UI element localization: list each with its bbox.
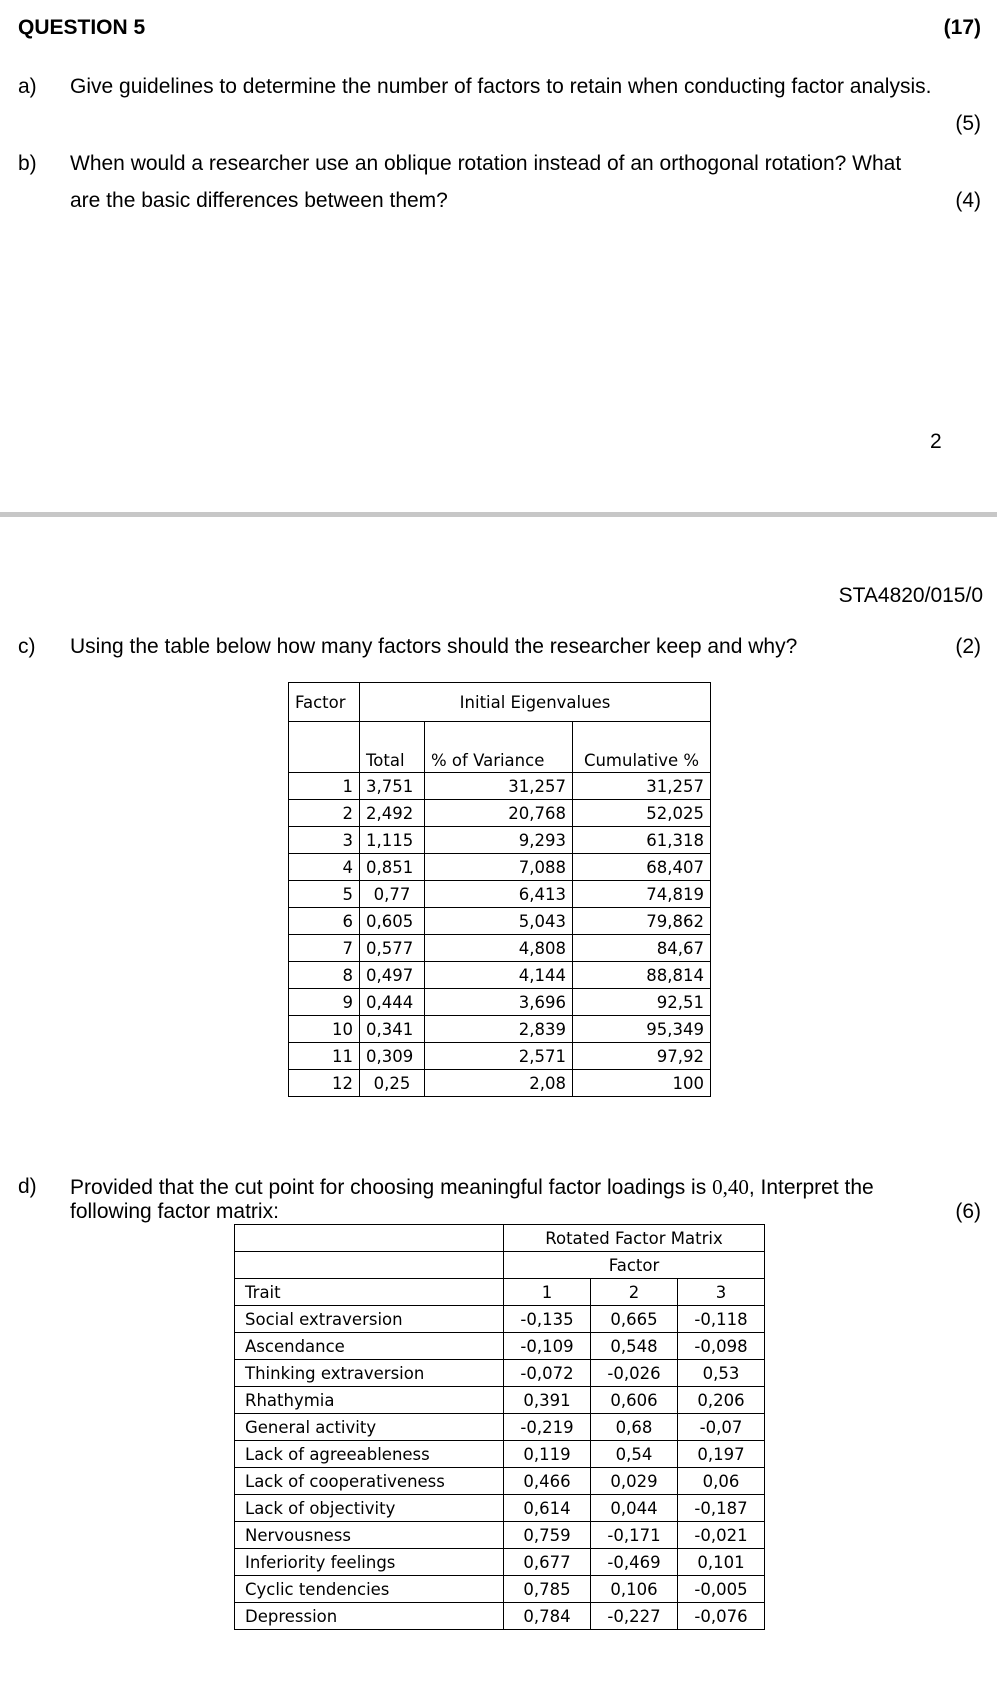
eigen-row (289, 1016, 711, 1043)
eigen-row (289, 773, 711, 800)
part-d-text-post: , Interpret the (748, 1176, 874, 1199)
eigen-total-cell: 1,115 (360, 827, 425, 854)
col-factor-header: Factor (289, 683, 360, 722)
col-cumulative-header: Cumulative % (573, 722, 711, 773)
eigen-variance-cell: 9,293 (425, 827, 573, 854)
part-b-marks: (4) (955, 189, 981, 212)
factor2-cell: -0,469 (591, 1549, 678, 1576)
eigen-total-cell: 0,25 (360, 1070, 425, 1097)
rotated-matrix-title: Rotated Factor Matrix (504, 1225, 765, 1252)
trait-cell: Lack of objectivity (235, 1495, 504, 1522)
eigen-row (289, 1070, 711, 1097)
question-total-marks: (17) (943, 16, 981, 39)
eigen-cumulative-cell: 84,67 (573, 935, 711, 962)
eigen-cumulative-cell: 74,819 (573, 881, 711, 908)
factor3-cell: 0,06 (678, 1468, 765, 1495)
eigen-factor-cell: 3 (289, 827, 360, 854)
part-d-label: d) (18, 1175, 37, 1198)
eigen-factor-cell: 12 (289, 1070, 360, 1097)
factor2-cell: 0,044 (591, 1495, 678, 1522)
rotated-row (235, 1360, 765, 1387)
rotated-row (235, 1414, 765, 1441)
eigen-factor-cell: 7 (289, 935, 360, 962)
eigen-variance-cell: 2,08 (425, 1070, 573, 1097)
trait-cell: Lack of agreeableness (235, 1441, 504, 1468)
eigen-factor-cell: 8 (289, 962, 360, 989)
eigen-cumulative-cell: 100 (573, 1070, 711, 1097)
factor3-cell: -0,021 (678, 1522, 765, 1549)
part-c-label: c) (18, 635, 36, 658)
trait-cell: Inferiority feelings (235, 1549, 504, 1576)
eigen-factor-cell: 10 (289, 1016, 360, 1043)
eigen-variance-cell: 3,696 (425, 989, 573, 1016)
course-code: STA4820/015/0 (838, 584, 983, 607)
eigen-cumulative-cell: 95,349 (573, 1016, 711, 1043)
part-a-label: a) (18, 75, 37, 98)
eigen-factor-cell: 9 (289, 989, 360, 1016)
factor1-cell: -0,219 (504, 1414, 591, 1441)
factor2-cell: -0,227 (591, 1603, 678, 1630)
factor1-cell: -0,109 (504, 1333, 591, 1360)
eigen-factor-cell: 1 (289, 773, 360, 800)
eigen-cumulative-cell: 88,814 (573, 962, 711, 989)
eigen-cumulative-cell: 97,92 (573, 1043, 711, 1070)
col-total-header: Total (360, 722, 425, 773)
rotated-row (235, 1603, 765, 1630)
factor1-cell: 0,759 (504, 1522, 591, 1549)
factor1-cell: 0,391 (504, 1387, 591, 1414)
factor2-cell: 0,68 (591, 1414, 678, 1441)
factor3-cell: -0,118 (678, 1306, 765, 1333)
trait-header: Trait (235, 1279, 504, 1306)
eigen-row (289, 962, 711, 989)
cut-point-value: 0,40 (712, 1175, 749, 1199)
eigen-row (289, 800, 711, 827)
part-d-text-pre: Provided that the cut point for choosing meaningful factor loadings is (70, 1176, 713, 1199)
eigen-total-cell: 2,492 (360, 800, 425, 827)
factor3-cell: 0,206 (678, 1387, 765, 1414)
factor1-cell: 0,466 (504, 1468, 591, 1495)
eigen-variance-cell: 7,088 (425, 854, 573, 881)
factor-header: Factor (504, 1252, 765, 1279)
rot-empty-cell (235, 1225, 504, 1252)
factor-col-1: 1 (504, 1279, 591, 1306)
eigen-factor-cell: 11 (289, 1043, 360, 1070)
part-b-text-line1: When would a researcher use an oblique rotation instead of an orthogonal rotation? What (70, 152, 902, 175)
eigen-variance-cell: 31,257 (425, 773, 573, 800)
factor3-cell: -0,098 (678, 1333, 765, 1360)
factor2-cell: -0,026 (591, 1360, 678, 1387)
trait-cell: Social extraversion (235, 1306, 504, 1333)
eigen-variance-cell: 5,043 (425, 908, 573, 935)
eigenvalue-table (288, 682, 711, 1097)
factor-col-2: 2 (591, 1279, 678, 1306)
rotated-row (235, 1441, 765, 1468)
page-divider (0, 512, 997, 517)
eigen-cumulative-cell: 61,318 (573, 827, 711, 854)
factor-col-3: 3 (678, 1279, 765, 1306)
rotated-row (235, 1333, 765, 1360)
eigen-variance-cell: 4,144 (425, 962, 573, 989)
eigen-variance-cell: 2,839 (425, 1016, 573, 1043)
eigen-variance-cell: 6,413 (425, 881, 573, 908)
eigen-row (289, 881, 711, 908)
initial-eigenvalues-header: Initial Eigenvalues (360, 683, 711, 722)
factor3-cell: 0,53 (678, 1360, 765, 1387)
part-a-text: Give guidelines to determine the number of factors to retain when conducting factor analysis. (70, 75, 932, 98)
eigen-row (289, 908, 711, 935)
eigen-total-cell: 3,751 (360, 773, 425, 800)
factor3-cell: -0,076 (678, 1603, 765, 1630)
factor1-cell: 0,614 (504, 1495, 591, 1522)
eigen-total-cell: 0,309 (360, 1043, 425, 1070)
eigen-total-cell: 0,605 (360, 908, 425, 935)
rotated-row (235, 1576, 765, 1603)
trait-cell: Ascendance (235, 1333, 504, 1360)
rotated-row (235, 1468, 765, 1495)
eigen-factor-cell: 6 (289, 908, 360, 935)
eigen-total-cell: 0,77 (360, 881, 425, 908)
rotated-row (235, 1387, 765, 1414)
part-c-text: Using the table below how many factors should the researcher keep and why? (70, 635, 798, 658)
factor1-cell: 0,119 (504, 1441, 591, 1468)
factor3-cell: -0,187 (678, 1495, 765, 1522)
factor3-cell: -0,005 (678, 1576, 765, 1603)
eigen-row (289, 827, 711, 854)
factor2-cell: -0,171 (591, 1522, 678, 1549)
factor3-cell: 0,197 (678, 1441, 765, 1468)
trait-cell: Lack of cooperativeness (235, 1468, 504, 1495)
part-c-marks: (2) (955, 635, 981, 658)
eigen-row (289, 854, 711, 881)
factor2-cell: 0,665 (591, 1306, 678, 1333)
part-b-text-line2: are the basic differences between them? (70, 189, 448, 212)
trait-cell: Cyclic tendencies (235, 1576, 504, 1603)
eigen-factor-cell: 4 (289, 854, 360, 881)
eigen-row (289, 935, 711, 962)
part-d-marks: (6) (955, 1200, 981, 1223)
trait-cell: Nervousness (235, 1522, 504, 1549)
eigen-total-cell: 0,851 (360, 854, 425, 881)
trait-cell: General activity (235, 1414, 504, 1441)
page-number: 2 (930, 430, 942, 453)
eigen-cumulative-cell: 79,862 (573, 908, 711, 935)
trait-cell: Thinking extraversion (235, 1360, 504, 1387)
eigen-factor-cell: 2 (289, 800, 360, 827)
eigen-total-cell: 0,341 (360, 1016, 425, 1043)
factor3-cell: -0,07 (678, 1414, 765, 1441)
part-a-marks: (5) (955, 112, 981, 135)
eigen-cumulative-cell: 52,025 (573, 800, 711, 827)
eigen-variance-cell: 2,571 (425, 1043, 573, 1070)
factor1-cell: -0,072 (504, 1360, 591, 1387)
rot-empty-cell (235, 1252, 504, 1279)
factor2-cell: 0,029 (591, 1468, 678, 1495)
eigen-cumulative-cell: 31,257 (573, 773, 711, 800)
eigen-cumulative-cell: 68,407 (573, 854, 711, 881)
rotated-row (235, 1495, 765, 1522)
eigen-total-cell: 0,577 (360, 935, 425, 962)
factor2-cell: 0,548 (591, 1333, 678, 1360)
eigen-cumulative-cell: 92,51 (573, 989, 711, 1016)
factor2-cell: 0,106 (591, 1576, 678, 1603)
part-b-label: b) (18, 152, 37, 175)
factor3-cell: 0,101 (678, 1549, 765, 1576)
rotated-row (235, 1306, 765, 1333)
factor2-cell: 0,606 (591, 1387, 678, 1414)
factor1-cell: -0,135 (504, 1306, 591, 1333)
eigen-variance-cell: 4,808 (425, 935, 573, 962)
eigen-total-cell: 0,497 (360, 962, 425, 989)
trait-cell: Depression (235, 1603, 504, 1630)
factor1-cell: 0,677 (504, 1549, 591, 1576)
factor1-cell: 0,784 (504, 1603, 591, 1630)
eigen-variance-cell: 20,768 (425, 800, 573, 827)
rotated-factor-matrix (234, 1224, 765, 1630)
col-variance-header: % of Variance (425, 722, 573, 773)
eigen-row (289, 1043, 711, 1070)
factor2-cell: 0,54 (591, 1441, 678, 1468)
question-title: QUESTION 5 (18, 16, 146, 39)
eigen-row (289, 989, 711, 1016)
eigen-total-cell: 0,444 (360, 989, 425, 1016)
trait-cell: Rhathymia (235, 1387, 504, 1414)
part-d-text-line2: following factor matrix: (70, 1200, 279, 1223)
eigen-factor-cell: 5 (289, 881, 360, 908)
empty-header-cell (289, 722, 360, 773)
rotated-row (235, 1549, 765, 1576)
factor1-cell: 0,785 (504, 1576, 591, 1603)
rotated-row (235, 1522, 765, 1549)
